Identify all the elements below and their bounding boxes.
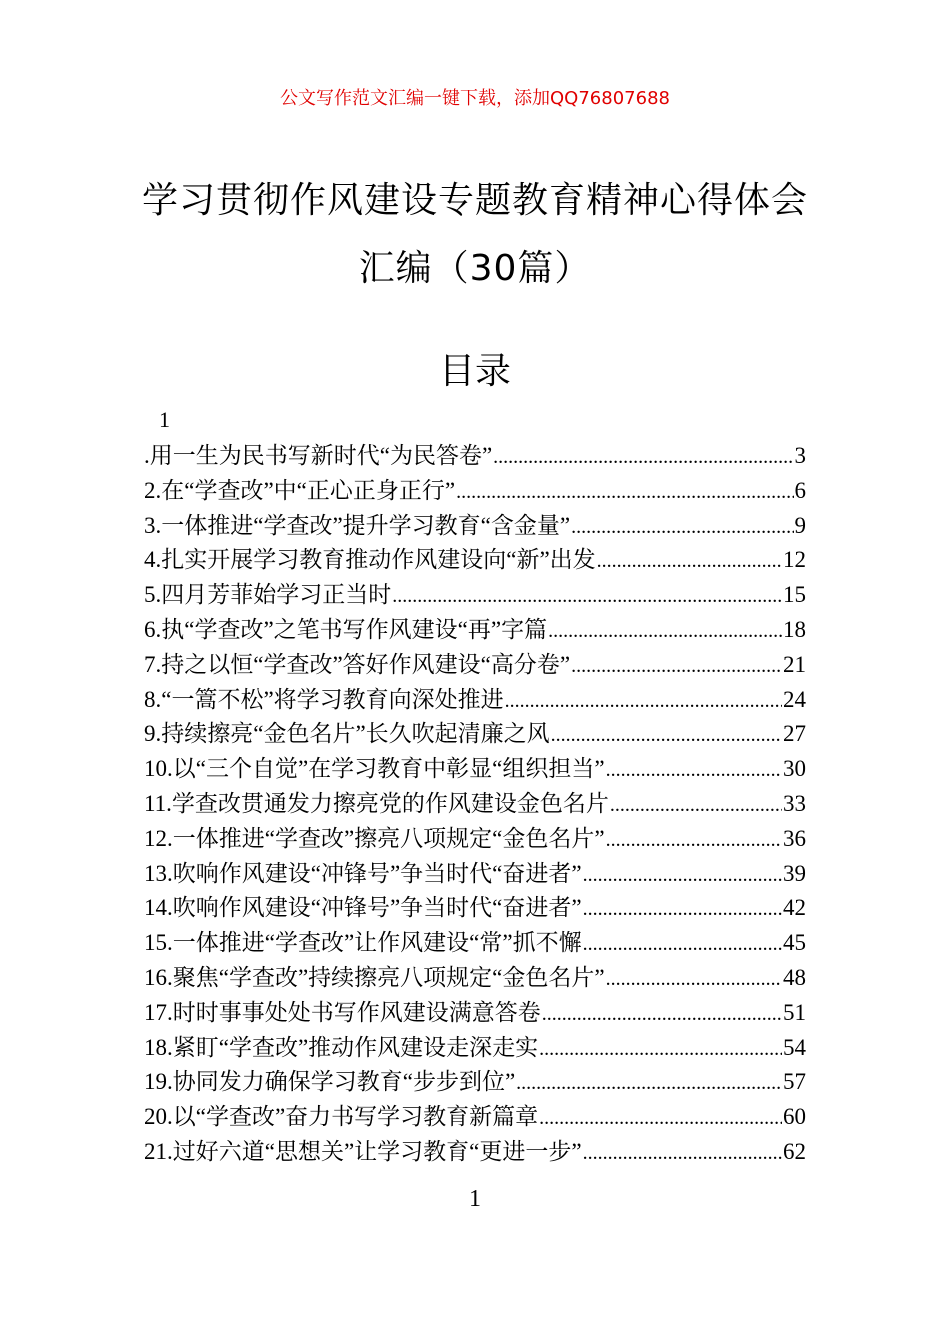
toc-entry-page: 36 [783,825,806,851]
toc-entry[interactable] [144,543,806,578]
toc-leader-dots [493,440,793,474]
toc-entry-title: 7.持之以恒“学查改”答好作风建设“高分卷” [144,651,571,677]
toc-entry-page: 24 [783,686,806,712]
toc-entry[interactable] [144,1031,806,1066]
toc-leader-dots [548,614,782,648]
toc-entry-title: 12.一体推进“学查改”擦亮八项规定“金色名片” [144,825,605,851]
toc-entry[interactable] [144,578,806,613]
toc-entry[interactable] [144,1065,806,1100]
toc-stray-number: 1 [159,407,170,432]
toc-entry-title: 9.持续擦亮“金色名片”长久吹起清廉之风 [144,721,550,747]
toc-entry-page: 39 [783,860,806,886]
table-of-contents [144,439,806,1170]
toc-leader-dots [456,475,793,509]
toc-entry[interactable] [144,891,806,926]
toc-leader-dots [571,649,782,683]
toc-leader-dots [571,510,793,544]
toc-entry[interactable] [144,509,806,544]
toc-entry-title: 20.以“学查改”奋力书写学习教育新篇章 [144,1104,539,1130]
toc-entry-title: 15.一体推进“学查改”让作风建设“常”抓不懈 [144,930,582,956]
toc-entry-page: 42 [783,895,806,921]
toc-leader-dots [551,718,782,752]
toc-entry-page: 12 [783,547,806,573]
toc-entry-title: 4.扎实开展学习教育推动作风建设向“新”出发 [144,547,596,573]
toc-leader-dots [610,788,782,822]
toc-entry-title: 10.以“三个自觉”在学习教育中彰显“组织担当” [144,756,605,782]
toc-entry-title: 2.在“学查改”中“正心正身正行” [144,477,456,503]
toc-entry[interactable] [144,1100,806,1135]
toc-entry-title: 3.一体推进“学查改”提升学习教育“含金量” [144,512,571,538]
toc-entry-page: 60 [783,1104,806,1130]
toc-leader-dots [392,579,782,613]
toc-entry[interactable] [144,926,806,961]
toc-leader-dots [505,684,782,718]
toc-entry[interactable] [144,857,806,892]
toc-entry-page: 15 [783,582,806,608]
toc-leader-dots [539,1101,782,1135]
toc-leader-dots [597,544,782,578]
toc-entry-page: 27 [783,721,806,747]
toc-entry-page: 9 [794,512,806,538]
toc-leader-dots [606,753,782,787]
toc-entry-page: 21 [783,651,806,677]
toc-entry-page: 62 [783,1138,806,1164]
toc-leader-dots [583,858,782,892]
header-download-note: 公文写作范文汇编一键下载，添加QQ76807688 [280,88,670,109]
document-title-line-1: 学习贯彻作风建设专题教育精神心得体会 [141,180,808,221]
toc-entry-page: 6 [794,477,806,503]
toc-entry[interactable] [144,717,806,752]
toc-entry[interactable] [144,439,806,474]
toc-entry-page: 18 [783,616,806,642]
toc-leader-dots [516,1066,782,1100]
toc-entry-title: 21.过好六道“思想关”让学习教育“更进一步” [144,1138,582,1164]
toc-entry-title: 5.四月芳菲始学习正当时 [144,582,392,608]
toc-entry-page: 30 [783,756,806,782]
toc-entry-title: 18.紧盯“学查改”推动作风建设走深走实 [144,1034,539,1060]
document-title-line-2: 汇编（30篇） [358,248,592,289]
toc-entry-title: 16.聚焦“学查改”持续擦亮八项规定“金色名片” [144,964,605,990]
toc-entry-page: 45 [783,930,806,956]
toc-entry[interactable] [144,961,806,996]
toc-entry-title: 6.执“学查改”之笔书写作风建设“再”字篇 [144,616,548,642]
toc-entry-title: 17.时时事事处处书写作风建设满意答卷 [144,999,541,1025]
toc-entry-title: 13.吹响作风建设“冲锋号”争当时代“奋进者” [144,860,582,886]
toc-entry[interactable] [144,648,806,683]
toc-entry[interactable] [144,787,806,822]
toc-entry-page: 48 [783,964,806,990]
toc-entry-page: 3 [794,443,806,468]
toc-entry-title: 19.协同发力确保学习教育“步步到位” [144,1069,516,1095]
toc-entry[interactable] [144,822,806,857]
page-number: 1 [469,1186,481,1212]
toc-entry[interactable] [144,474,806,509]
toc-leader-dots [583,892,782,926]
toc-leader-dots [583,927,782,961]
toc-leader-dots [542,997,782,1031]
toc-entry-page: 33 [783,790,806,816]
toc-entry[interactable] [144,683,806,718]
toc-entry-page: 51 [783,999,806,1025]
toc-entry[interactable] [144,752,806,787]
toc-heading: 目录 [438,351,511,392]
toc-entry-page: 57 [783,1069,806,1095]
toc-entry[interactable] [144,996,806,1031]
toc-entry-title: 14.吹响作风建设“冲锋号”争当时代“奋进者” [144,895,582,921]
toc-entry[interactable] [144,1135,806,1170]
toc-entry-title: .用一生为民书写新时代“为民答卷” [144,443,493,468]
toc-entry[interactable] [144,613,806,648]
toc-leader-dots [606,962,782,996]
toc-entry-title: 8.“一篙不松”将学习教育向深处推进 [144,686,504,712]
toc-leader-dots [606,823,782,857]
toc-leader-dots [583,1136,782,1170]
toc-entry-title: 11.学查改贯通发力擦亮党的作风建设金色名片 [144,790,609,816]
toc-leader-dots [539,1032,782,1066]
toc-entry-page: 54 [783,1034,806,1060]
